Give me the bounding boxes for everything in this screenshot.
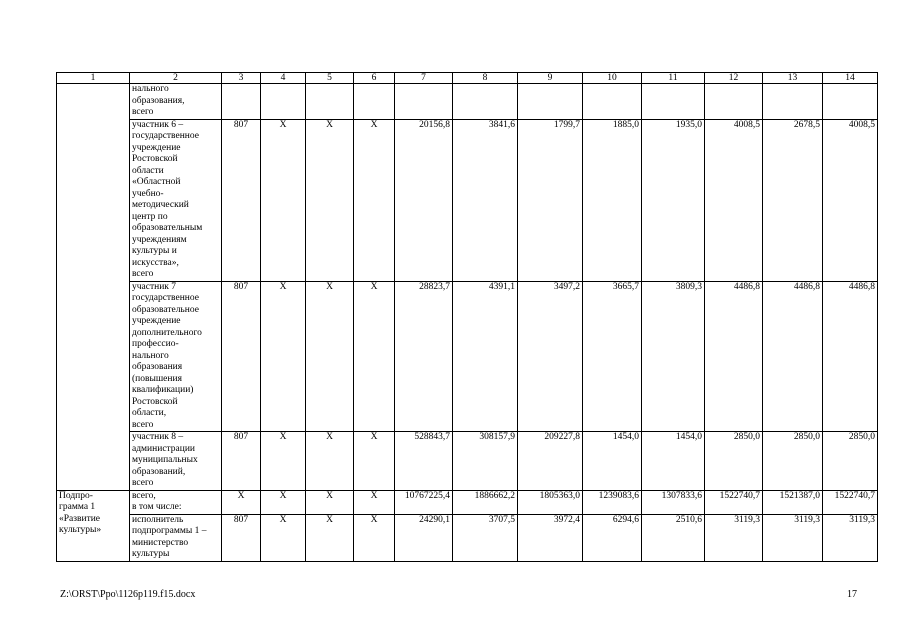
amount-cell: 4486,8: [763, 281, 823, 432]
amount-cell: 1885,0: [583, 119, 642, 281]
code-cell: X: [306, 490, 354, 514]
amount-cell: 1935,0: [642, 119, 705, 281]
amount-cell: 3497,2: [518, 281, 583, 432]
amount-cell: 3665,7: [583, 281, 642, 432]
program-name-cell: Подпро- грамма 1 «Развитие культуры»: [57, 490, 130, 561]
amount-cell: 3119,3: [763, 514, 823, 561]
code-cell: 807: [222, 281, 261, 432]
amount-cell: 20156,8: [395, 119, 453, 281]
table-row: [57, 490, 878, 514]
amount-cell: 6294,6: [583, 514, 642, 561]
code-cell: X: [222, 490, 261, 514]
amount-cell: 24290,1: [395, 514, 453, 561]
budget-table: [56, 72, 878, 562]
col-num: 9: [518, 73, 583, 84]
code-cell: 807: [222, 119, 261, 281]
col-num: 11: [642, 73, 705, 84]
participant-name-cell: исполнитель подпрограммы 1 – министерство культуры: [130, 514, 222, 561]
amount-cell: [453, 84, 518, 120]
col-num: 14: [823, 73, 878, 84]
amount-cell: [395, 84, 453, 120]
page-number: 17: [847, 589, 857, 600]
amount-cell: 4391,1: [453, 281, 518, 432]
document-file-path: Z:\ORST\Ppo\1126p119.f15.docx: [60, 589, 196, 600]
amount-cell: [705, 84, 763, 120]
participant-name-cell: всего, в том числе:: [130, 490, 222, 514]
code-cell: X: [306, 281, 354, 432]
participant-name-cell: нального образования, всего: [130, 84, 222, 120]
amount-cell: [823, 84, 878, 120]
code-cell: X: [354, 514, 395, 561]
col-num: 6: [354, 73, 395, 84]
amount-cell: 1799,7: [518, 119, 583, 281]
column-number-row: [57, 73, 878, 84]
amount-cell: 308157,9: [453, 432, 518, 491]
amount-cell: 4008,5: [823, 119, 878, 281]
col-num: 4: [261, 73, 306, 84]
col-num: 1: [57, 73, 130, 84]
amount-cell: 28823,7: [395, 281, 453, 432]
code-cell: X: [261, 119, 306, 281]
amount-cell: [763, 84, 823, 120]
code-cell: X: [261, 281, 306, 432]
amount-cell: 1454,0: [642, 432, 705, 491]
amount-cell: [518, 84, 583, 120]
code-cell: X: [354, 432, 395, 491]
amount-cell: 4008,5: [705, 119, 763, 281]
code-cell: X: [261, 432, 306, 491]
code-cell: X: [354, 119, 395, 281]
amount-cell: 10767225,4: [395, 490, 453, 514]
amount-cell: 209227,8: [518, 432, 583, 491]
amount-cell: 4486,8: [705, 281, 763, 432]
participant-name-cell: участник 7 государственное образовательное учреждение дополнительного профессио- нального образования (повышения квалификации) Ростовской области, всего: [130, 281, 222, 432]
col-num: 8: [453, 73, 518, 84]
amount-cell: 2678,5: [763, 119, 823, 281]
col-num: 10: [583, 73, 642, 84]
code-cell: [306, 84, 354, 120]
amount-cell: 3841,6: [453, 119, 518, 281]
program-name-cell: [57, 84, 130, 491]
amount-cell: 3119,3: [823, 514, 878, 561]
amount-cell: 1522740,7: [705, 490, 763, 514]
table-row: [57, 119, 878, 281]
amount-cell: 3972,4: [518, 514, 583, 561]
col-num: 3: [222, 73, 261, 84]
table-row: [57, 514, 878, 561]
code-cell: 807: [222, 514, 261, 561]
amount-cell: 1521387,0: [763, 490, 823, 514]
amount-cell: 1454,0: [583, 432, 642, 491]
amount-cell: 1522740,7: [823, 490, 878, 514]
amount-cell: 3809,3: [642, 281, 705, 432]
amount-cell: 1307833,6: [642, 490, 705, 514]
participant-name-cell: участник 6 – государственное учреждение Ростовской области «Областной учебно- методический центр по образовательным учреждениям культуры и искусства», всего: [130, 119, 222, 281]
code-cell: [222, 84, 261, 120]
amount-cell: 2850,0: [823, 432, 878, 491]
amount-cell: 3119,3: [705, 514, 763, 561]
code-cell: [354, 84, 395, 120]
col-num: 13: [763, 73, 823, 84]
code-cell: X: [261, 514, 306, 561]
col-num: 2: [130, 73, 222, 84]
code-cell: X: [306, 119, 354, 281]
table-row: [57, 84, 878, 120]
amount-cell: 528843,7: [395, 432, 453, 491]
participant-name-cell: участник 8 – администрации муниципальных образований, всего: [130, 432, 222, 491]
table-row: [57, 432, 878, 491]
table-row: [57, 281, 878, 432]
amount-cell: 1805363,0: [518, 490, 583, 514]
code-cell: X: [354, 281, 395, 432]
code-cell: 807: [222, 432, 261, 491]
col-num: 5: [306, 73, 354, 84]
col-num: 12: [705, 73, 763, 84]
code-cell: [261, 84, 306, 120]
amount-cell: 1239083,6: [583, 490, 642, 514]
amount-cell: 3707,5: [453, 514, 518, 561]
code-cell: X: [306, 514, 354, 561]
amount-cell: 2850,0: [763, 432, 823, 491]
amount-cell: 2510,6: [642, 514, 705, 561]
amount-cell: [642, 84, 705, 120]
amount-cell: 1886662,2: [453, 490, 518, 514]
code-cell: X: [354, 490, 395, 514]
col-num: 7: [395, 73, 453, 84]
amount-cell: 4486,8: [823, 281, 878, 432]
code-cell: X: [306, 432, 354, 491]
amount-cell: [583, 84, 642, 120]
code-cell: X: [261, 490, 306, 514]
amount-cell: 2850,0: [705, 432, 763, 491]
